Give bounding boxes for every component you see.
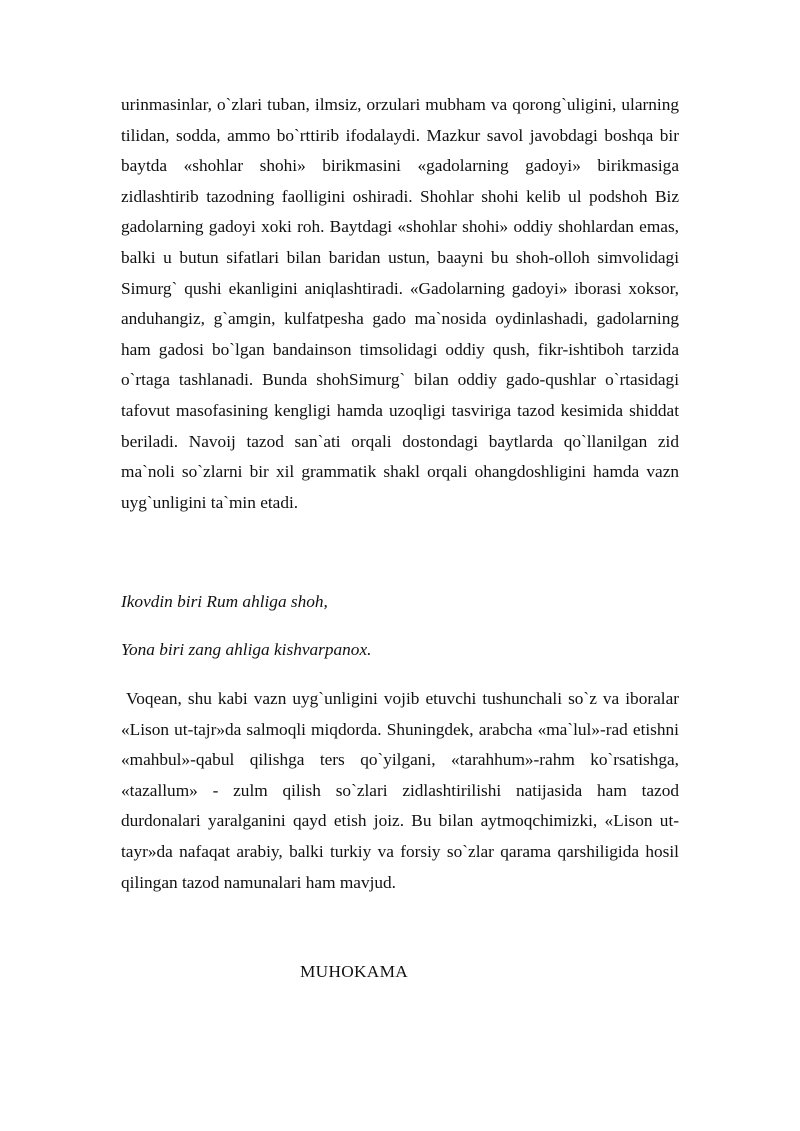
verse-line: Yona biri zang ahliga kishvarpanox. [121,640,372,659]
section-heading: MUHOKAMA [300,962,409,981]
body-paragraph: urinmasinlar, o`zlari tuban, ilmsiz, orzulari mubham va qorong`uligini, ularning tilidan, sodda, ammo bo`rttirib ifodalaydi. Mazkur savol javobdagi boshqa bir baytda «shohlar shohi» birikmasini «gadolarning gadoyi» birikmasiga zidlashtirib tazodning faolligini oshiradi. Shohlar shohi kelib ul podshoh Biz gadolarning gadoyi xoki roh. Baytdagi «shohlar shohi» oddiy shohlardan emas, balki u butun sifatlari bilan baridan ustun, baayni bu shoh-olloh simvolidagi Simurg` qushi ekanligini aniqlashtiradi. «Gadolarning gadoyi» iborasi xoksor, anduhangiz, g`amgin, kulfatpesha gado ma`nosida oydinlashadi, gadolarning ham gadosi bo`lgan bandainson timsolidagi oddiy qush, fikr-ishtiboh tarzida o`rtaga tashlanadi. Bunda shohSimurg` bilan oddiy gado-qushlar o`rtasidagi tafovut masofasining kengligi hamda uzoqligi tasviriga tazod kesimida shiddat beriladi. Navoij tazod san`ati orqali dostondagi baytlarda qo`llanilgan zid ma`noli so`zlarni bir xil grammatik shakl orqali ohangdoshligini hamda vazn uyg`unligini ta`min etadi. [121,95,679,512]
verse-line: Ikovdin biri Rum ahliga shoh, [121,592,328,611]
body-paragraph: Voqean, shu kabi vazn uyg`unligini vojib etuvchi tushunchali so`z va iboralar «Lison ut-tajr»da salmoqli miqdorda. Shuningdek, arabcha «ma`lul»-rad etishni «mahbul»-qabul qilishga ters qo`yilgani, «tarahhum»-rahm ko`rsatishga, «tazallum» - zulm qilish so`zlari zidlashtirilishi natijasida ham tazod durdonalari yaralganini qayd etish joiz. Bu bilan aytmoqchimizki, «Lison ut-tayr»da nafaqat arabiy, balki turkiy va forsiy so`zlar qarama qarshiligida hosil qilingan tazod namunalari ham mavjud. [121,689,679,892]
